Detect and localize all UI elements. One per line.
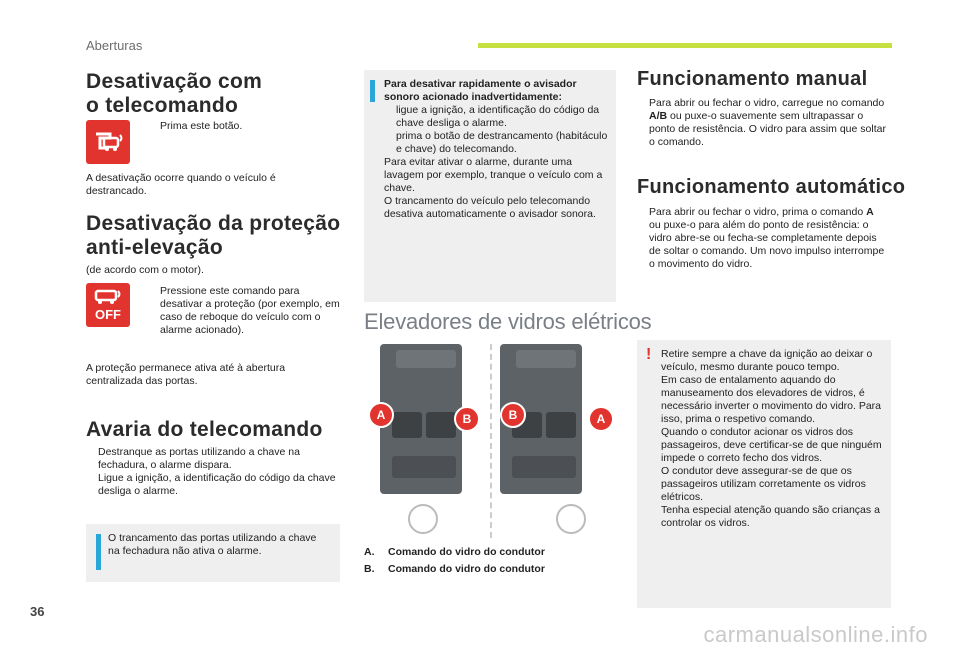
lock-switch [512,456,576,478]
steering-wheel-icon [408,504,438,534]
caption-b: B. Comando do vidro do condutor [364,563,545,575]
caption-a: A. Comando do vidro do condutor [364,546,545,558]
list-item: ligue a ignição, a identificação do código da chave desliga o alarme. [396,104,600,129]
anti-lift-paragraph: A proteção permanece ativa até à abertura centralizada das portas. [86,362,286,387]
badge-a: A [368,402,394,428]
info-box-alarm-siren [364,70,616,302]
badge-a: A [588,406,614,432]
anti-lift-step: Pressione este comando para desativar a proteção (por exemplo, em caso de reboque do veículo com o alarme acionado). [160,285,340,336]
list-item: Destranque as portas utilizando a chave na fechadura, o alarme dispara. [98,446,300,471]
info-heading: Para desativar rapidamente o avisador sonoro acionado inadvertidamente: [384,78,577,103]
title-line-1: Desativação da proteção [86,212,341,235]
lock-switch [392,456,456,478]
title-line-2: anti-elevação [86,236,223,259]
warning-line: Em caso de entalamento aquando do manuseamento dos elevadores de vidros, é necessário inverter o movimento do vidro. Para isso, prima o respetivo comando. [661,374,882,425]
badge-b: B [454,406,480,432]
info-paragraph: O trancamento do veículo pelo telecomando desativa automaticamente o avisador sonora. [384,195,596,220]
remote-fault-steps [86,446,336,498]
mirror-switch [516,350,576,368]
page-number: 36 [30,604,45,619]
engine-note: (de acordo com o motor). [86,264,204,276]
remote-deactivation-step: Prima este botão. [160,120,243,132]
manual-operation-title: Funcionamento manual [637,68,868,90]
watermark: carmanualsonline.info [703,622,928,647]
info-icon [370,80,375,102]
mirror-switch [396,350,456,368]
section-anti-lift [86,212,346,260]
warning-line: Quando o condutor acionar os vidros dos passageiros, deve certificar-se de que ninguém impede o correto fecho dos vidros. [661,426,882,464]
window-lifts-title: Elevadores de vidros elétricos [364,309,652,334]
off-label: OFF [95,307,121,322]
section-remote-deactivation [86,70,346,118]
window-switch-a [426,412,456,438]
info-text: O trancamento das portas utilizando a chave na fechadura não ativa o alarme. [108,532,317,557]
info-paragraph: Para evitar ativar o alarme, durante uma lavagem por exemplo, tranque o veículo com a chave. [384,156,603,194]
manual-operation-text: Para abrir ou fechar o vidro, carregue no comando A/B ou puxe-o suavemente sem ultrapassar o ponto de resistência. O vidro para assim que soltar o comando. [649,97,886,148]
figure-divider [490,344,494,538]
title-line-2: o telecomando [86,94,239,117]
automatic-operation-title: Funcionamento automático [637,176,906,198]
warning-icon: ! [646,346,652,363]
car-alarm-icon [86,120,130,164]
info-icon [96,534,101,570]
section-header: Aberturas [86,38,143,53]
automatic-operation-text: Para abrir ou fechar o vidro, prima o comando A ou puxe-o para além do ponto de resistência: o vidro abre-se ou fecha-se completamente depois de soltar o comando. Um novo impulso interrompe o movimento do vidro. [649,206,885,270]
badge-b: B [500,402,526,428]
window-switch-figure [376,344,612,538]
warning-line: O condutor deve assegurar-se de que os passageiros utilizam corretamente os vidros elétricos. [661,465,866,503]
window-switch-b [392,412,422,438]
title-line-1: Desativação com [86,70,263,93]
info-content [384,78,610,221]
warning-line: Tenha especial atenção quando são crianças a controlar os vidros. [661,504,880,529]
header-accent-rule [478,43,892,48]
warning-box [637,340,891,608]
list-item: prima o botão de destrancamento (habitáculo e chave) do telecomando. [396,130,608,155]
list-item: Ligue a ignição, a identificação do código da chave desliga o alarme. [98,472,336,497]
warning-text [661,348,883,530]
warning-line: Retire sempre a chave da ignição ao deixar o veículo, mesmo durante pouco tempo. [661,348,873,373]
info-box-keylock [86,524,340,582]
section-title [86,70,346,118]
remote-deactivation-paragraph: A desativação ocorre quando o veículo é destrancado. [86,172,276,197]
steering-wheel-icon [556,504,586,534]
alarm-off-icon [86,283,130,327]
window-switch-a [546,412,576,438]
remote-fault-title: Avaria do telecomando [86,418,323,441]
figure-captions [364,546,545,576]
